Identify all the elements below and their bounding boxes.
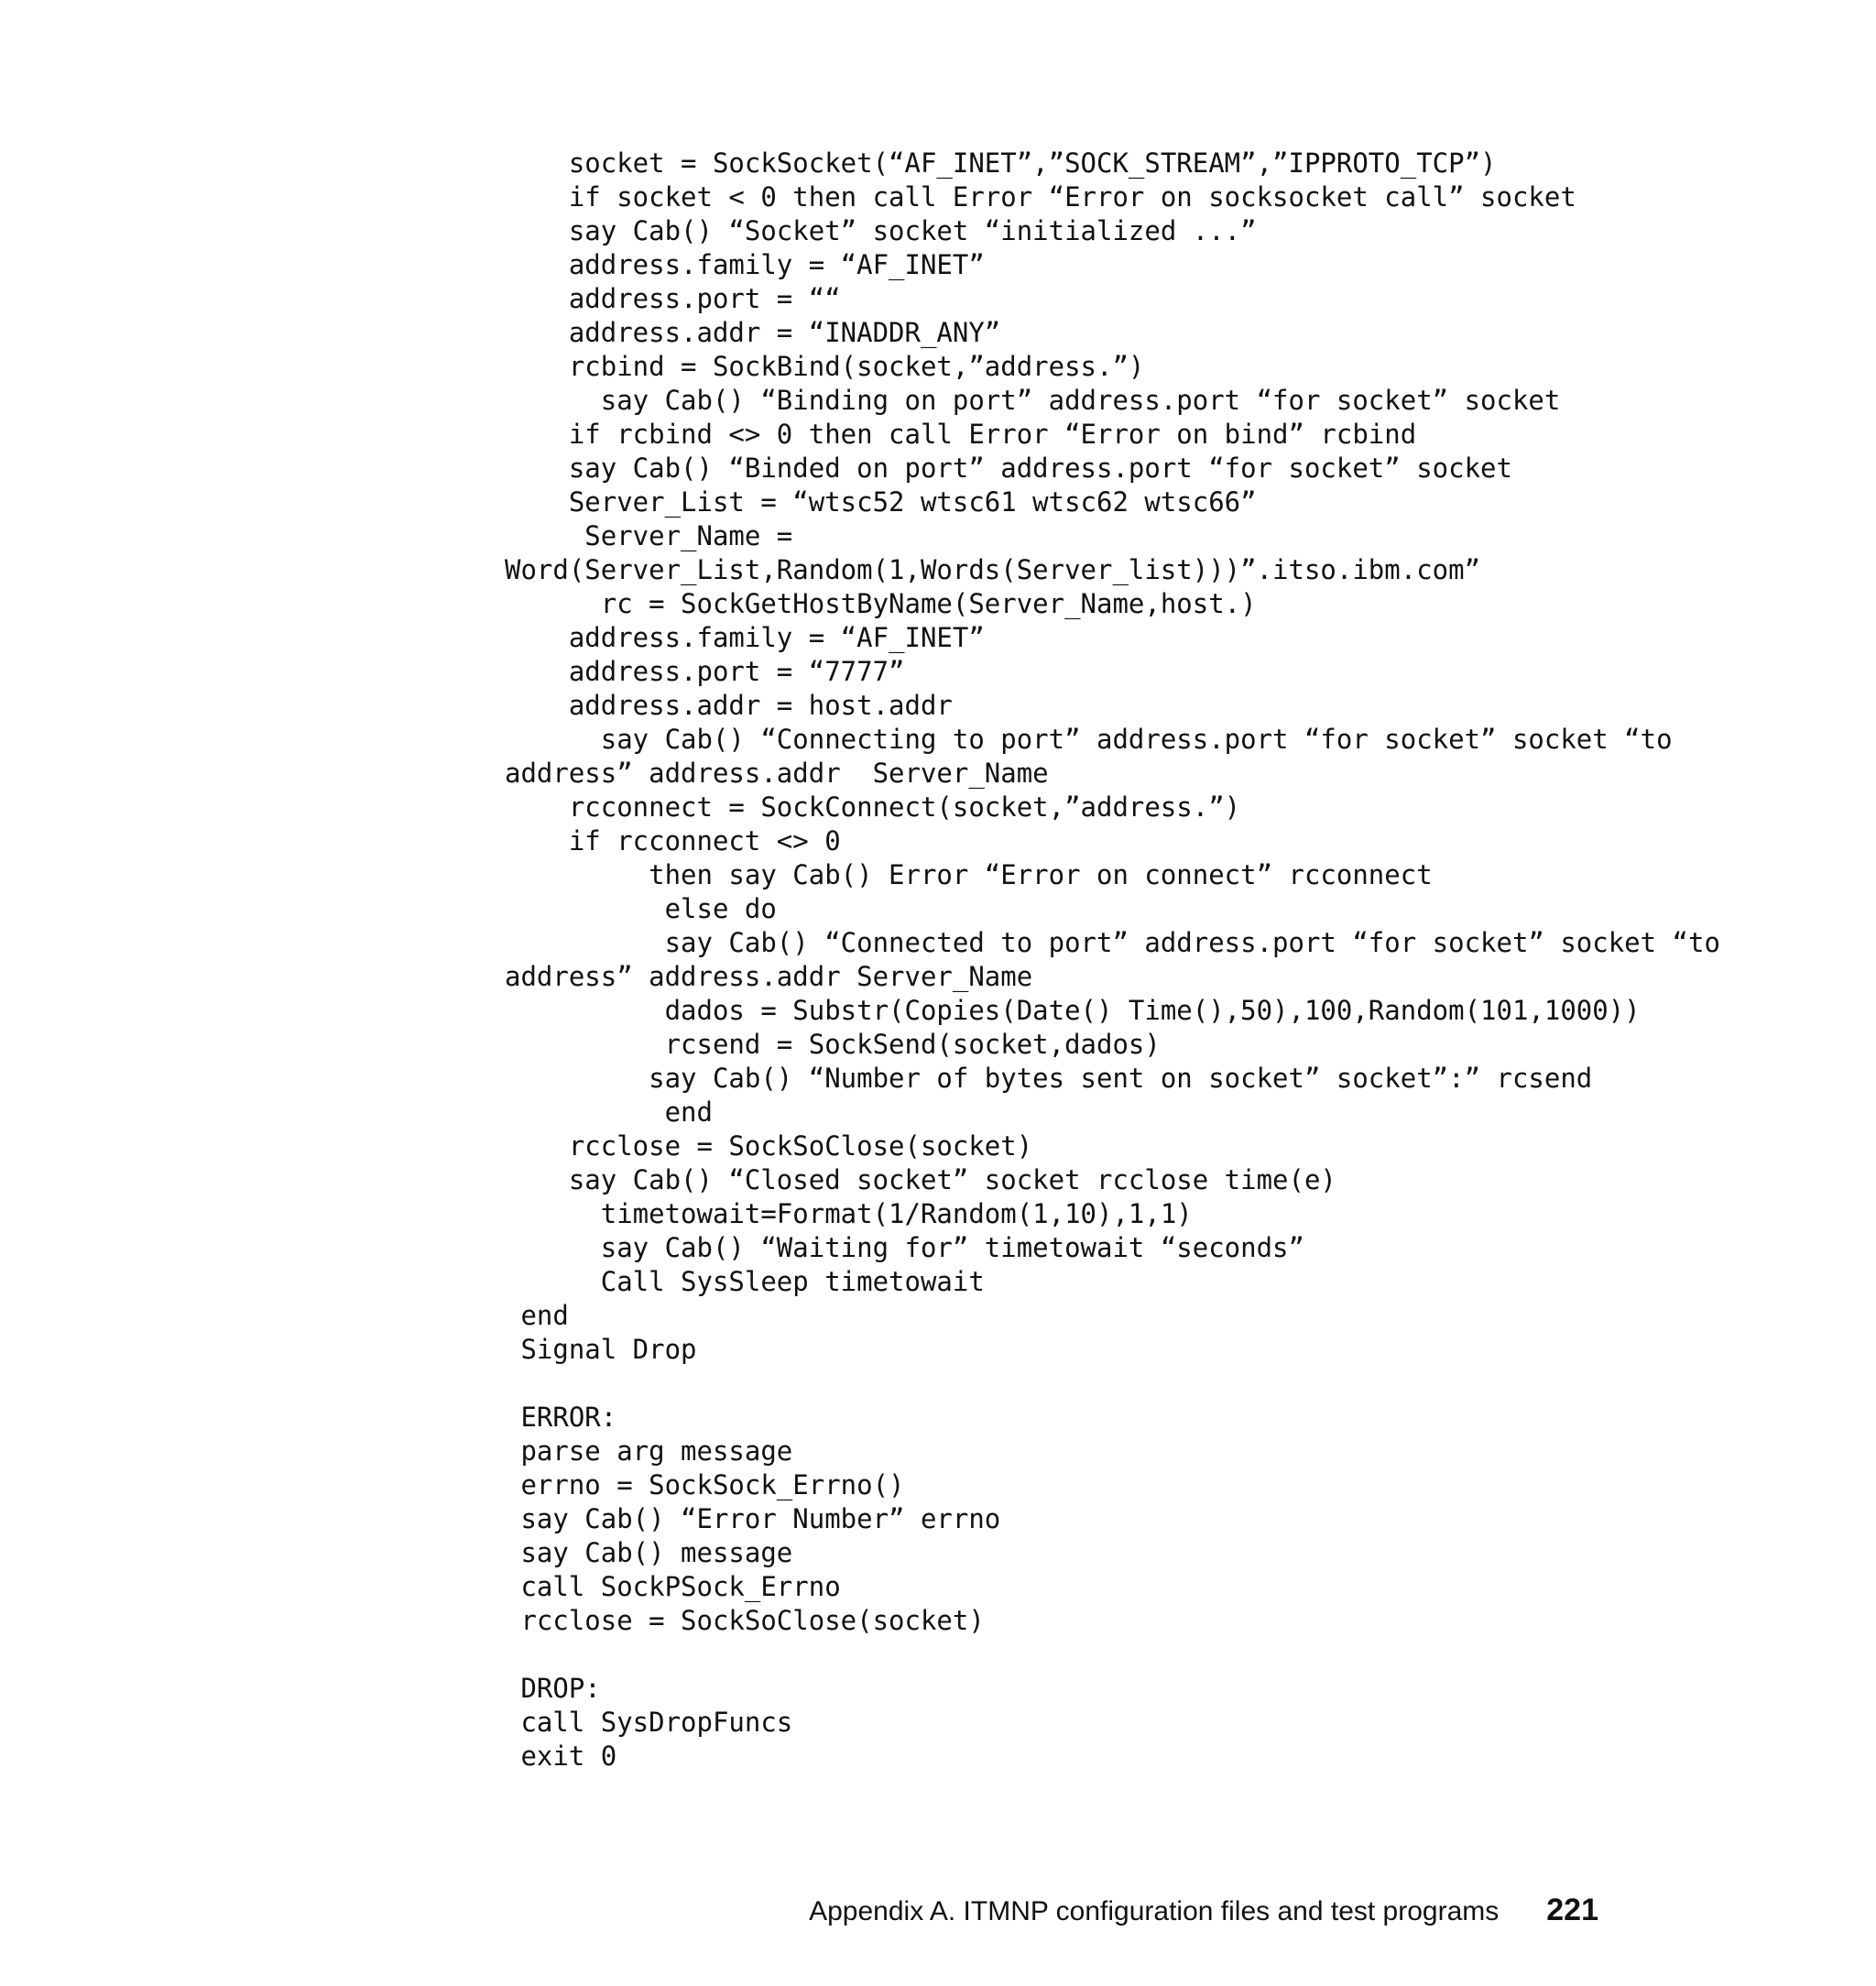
code-line: dados = Substr(Copies(Date() Time(),50),100,Random(101,1000)) (505, 995, 1641, 1026)
code-listing (505, 147, 1720, 1773)
code-line: then say Cab() Error “Error on connect” rcconnect (505, 859, 1433, 890)
code-line: end (505, 1300, 569, 1331)
code-line: parse arg message (505, 1435, 793, 1467)
code-line: DROP: (505, 1673, 601, 1704)
code-line: rc = SockGetHostByName(Server_Name,host.) (505, 588, 1257, 619)
code-line: rcclose = SockSoClose(socket) (505, 1605, 985, 1636)
code-line: say Cab() “Socket” socket “initialized ...” (505, 215, 1257, 246)
code-line (505, 1367, 1720, 1401)
code-line: rcbind = SockBind(socket,”address.”) (505, 351, 1145, 382)
code-line: say Cab() “Connecting to port” address.port “for socket” socket “to (505, 724, 1673, 755)
code-line: Word(Server_List,Random(1,Words(Server_list)))”.itso.ibm.com” (505, 554, 1481, 585)
code-line: Call SysSleep timetowait (505, 1266, 985, 1297)
code-line: say Cab() “Number of bytes sent on socket” socket”:” rcsend (505, 1063, 1593, 1094)
code-line: call SysDropFuncs (505, 1707, 793, 1738)
code-line: else do (505, 893, 777, 924)
code-line: address” address.addr Server_Name (505, 758, 1049, 789)
code-line: end (505, 1097, 713, 1128)
code-line: Server_List = “wtsc52 wtsc61 wtsc62 wtsc66” (505, 486, 1257, 518)
code-line: rcsend = SockSend(socket,dados) (505, 1029, 1161, 1060)
code-line: address.port = “7777” (505, 656, 905, 687)
code-line: say Cab() “Binding on port” address.port “for socket” socket (505, 385, 1561, 416)
code-line: rcconnect = SockConnect(socket,”address.”) (505, 791, 1241, 823)
code-line: say Cab() “Connected to port” address.port “for socket” socket “to (505, 927, 1720, 958)
page-footer (809, 1893, 1598, 1933)
code-line: timetowait=Format(1/Random(1,10),1,1) (505, 1198, 1193, 1229)
code-line: say Cab() “Closed socket” socket rcclose time(e) (505, 1164, 1336, 1195)
code-line: say Cab() “Error Number” errno (505, 1503, 1001, 1534)
code-line: rcclose = SockSoClose(socket) (505, 1130, 1033, 1162)
code-line: errno = SockSock_Errno() (505, 1469, 905, 1500)
code-line: address.family = “AF_INET” (505, 249, 985, 280)
code-line: address.family = “AF_INET” (505, 622, 985, 653)
code-line (505, 1638, 1720, 1672)
code-line: address” address.addr Server_Name (505, 961, 1033, 992)
code-line: say Cab() “Waiting for” timetowait “seconds” (505, 1232, 1304, 1263)
code-line: Signal Drop (505, 1334, 697, 1365)
code-line: call SockPSock_Errno (505, 1571, 841, 1602)
code-line: address.port = ““ (505, 283, 841, 314)
code-line: ERROR: (505, 1402, 617, 1433)
code-line: exit 0 (505, 1740, 617, 1772)
code-line: if rcbind <> 0 then call Error “Error on bind” rcbind (505, 419, 1417, 450)
code-line: if rcconnect <> 0 (505, 825, 841, 857)
code-line: say Cab() “Binded on port” address.port “for socket” socket (505, 453, 1512, 484)
code-line: socket = SockSocket(“AF_INET”,”SOCK_STREAM”,”IPPROTO_TCP”) (505, 147, 1497, 179)
code-line: address.addr = host.addr (505, 690, 953, 721)
code-line: Server_Name = (505, 520, 793, 551)
page-number: 221 (1546, 1893, 1598, 1927)
code-line: address.addr = “INADDR_ANY” (505, 317, 1001, 348)
code-line: if socket < 0 then call Error “Error on socksocket call” socket (505, 181, 1576, 213)
code-line: say Cab() message (505, 1537, 793, 1568)
footer-title: Appendix A. ITMNP configuration files and test programs (809, 1896, 1500, 1926)
